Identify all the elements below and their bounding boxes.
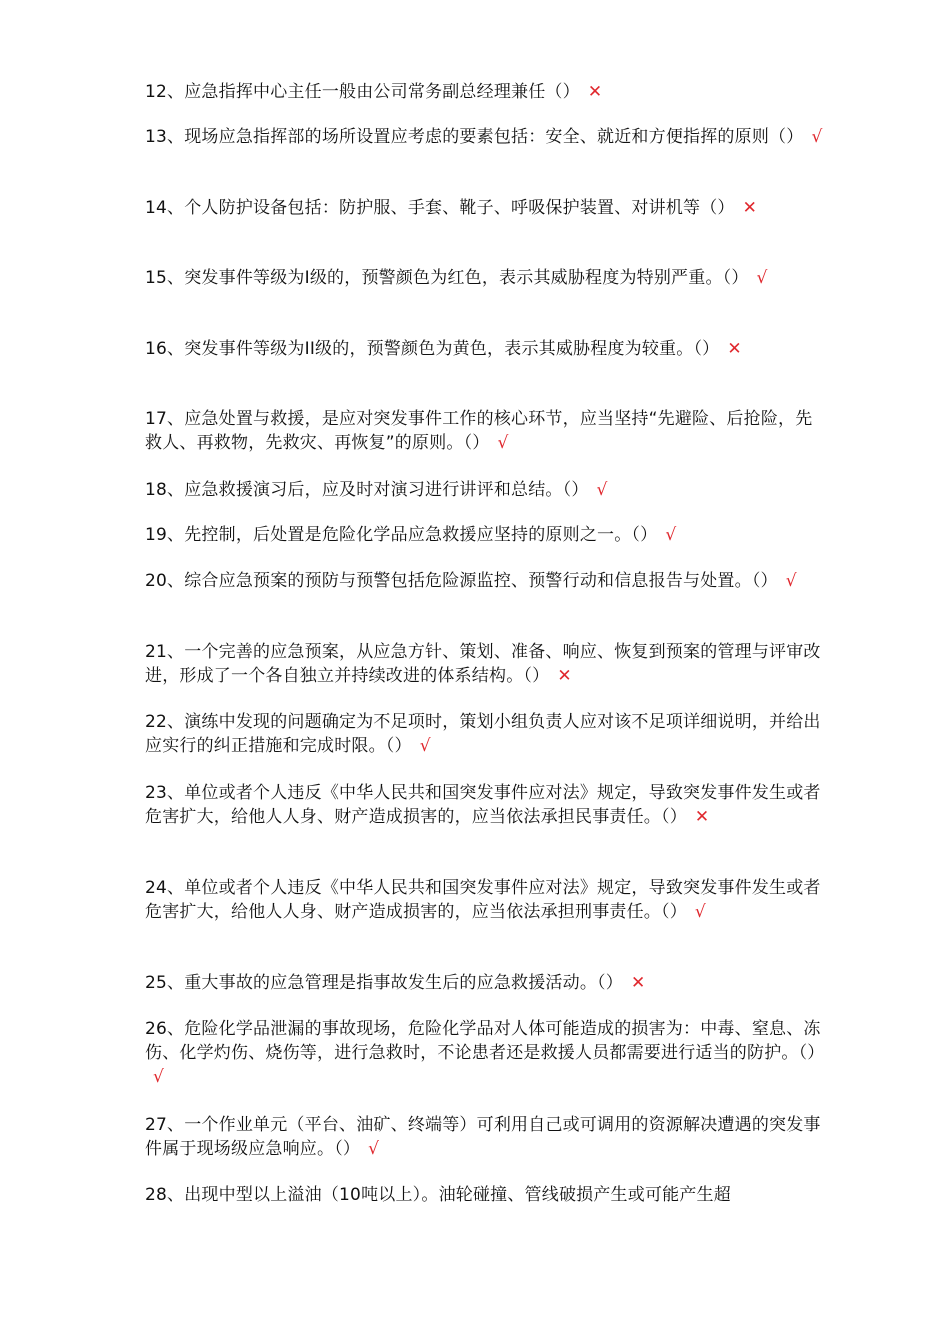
question-text: 27、一个作业单元（平台、油矿、终端等）可利用自己或可调用的资源解决遭遇的突发事件属于现场级应急响应。（） [145, 1115, 821, 1159]
question-text: 22、演练中发现的问题确定为不足项时，策划小组负责人应对该不足项详细说明，并给出应实行的纠正措施和完成时限。（） [145, 712, 821, 756]
question-13 [145, 125, 825, 149]
wrong-mark-icon: ✕ [587, 82, 603, 102]
question-12 [145, 80, 825, 104]
question-text: 13、现场应急指挥部的场所设置应考虑的要素包括：安全、就近和方便指挥的原则（） [145, 127, 804, 147]
wrong-mark-icon: ✕ [694, 807, 710, 827]
question-text: 26、危险化学品泄漏的事故现场，危险化学品对人体可能造成的损害为：中毒、窒息、冻伤、化学灼伤、烧伤等，进行急救时，不论患者还是救援人员都需要进行适当的防护。（） [145, 1019, 825, 1063]
question-17 [145, 407, 825, 455]
correct-mark-icon: √ [497, 433, 509, 453]
correct-mark-icon: √ [596, 480, 608, 500]
question-20 [145, 569, 825, 593]
correct-mark-icon: √ [665, 525, 677, 545]
question-19 [145, 523, 825, 547]
question-text: 21、一个完善的应急预案，从应急方针、策划、准备、响应、恢复到预案的管理与评审改进，形成了一个各自独立并持续改进的体系结构。（） [145, 642, 821, 686]
question-text: 19、先控制，后处置是危险化学品应急救援应坚持的原则之一。（） [145, 525, 658, 545]
question-text: 12、应急指挥中心主任一般由公司常务副总经理兼任（） [145, 82, 580, 102]
question-text: 15、突发事件等级为I级的，预警颜色为红色，表示其威胁程度为特别严重。（） [145, 268, 749, 288]
question-text: 25、重大事故的应急管理是指事故发生后的应急救援活动。（） [145, 973, 623, 993]
question-21 [145, 640, 825, 688]
question-text: 16、突发事件等级为II级的，预警颜色为黄色，表示其威胁程度为较重。（） [145, 339, 720, 359]
question-15 [145, 266, 825, 290]
question-27 [145, 1113, 825, 1161]
correct-mark-icon: √ [785, 571, 797, 591]
wrong-mark-icon: ✕ [727, 339, 742, 359]
question-18 [145, 478, 825, 502]
question-28 [145, 1183, 825, 1207]
question-26 [145, 1017, 825, 1089]
question-text: 23、单位或者个人违反《中华人民共和国突发事件应对法》规定，导致突发事件发生或者危害扩大，给他人人身、财产造成损害的，应当依法承担民事责任。（） [145, 783, 821, 827]
wrong-mark-icon: ✕ [630, 973, 646, 993]
question-text: 24、单位或者个人违反《中华人民共和国突发事件应对法》规定，导致突发事件发生或者危害扩大，给他人人身、财产造成损害的，应当依法承担刑事责任。（） [145, 878, 821, 922]
correct-mark-icon: √ [811, 127, 823, 147]
question-25 [145, 971, 825, 995]
question-22 [145, 710, 825, 758]
correct-mark-icon: √ [368, 1139, 380, 1159]
correct-mark-icon: √ [756, 268, 768, 288]
question-text: 14、个人防护设备包括：防护服、手套、靴子、呼吸保护装置、对讲机等（） [145, 198, 735, 218]
correct-mark-icon: √ [153, 1067, 165, 1087]
wrong-mark-icon: ✕ [557, 666, 572, 686]
question-24 [145, 876, 825, 924]
question-23 [145, 781, 825, 829]
correct-mark-icon: √ [694, 902, 706, 922]
question-text: 18、应急救援演习后，应及时对演习进行讲评和总结。（） [145, 480, 589, 500]
question-16 [145, 337, 825, 361]
wrong-mark-icon: ✕ [742, 198, 758, 218]
question-text: 20、综合应急预案的预防与预警包括危险源监控、预警行动和信息报告与处置。（） [145, 571, 778, 591]
question-text: 17、应急处置与救援，是应对突发事件工作的核心环节，应当坚持“先避险、后抢险，先救人、再救物，先救灾、再恢复”的原则。（） [145, 409, 813, 453]
correct-mark-icon: √ [419, 736, 431, 756]
question-14 [145, 196, 825, 220]
question-text: 28、出现中型以上溢油（10吨以上）。油轮碰撞、管线破损产生或可能产生超 [145, 1185, 731, 1205]
